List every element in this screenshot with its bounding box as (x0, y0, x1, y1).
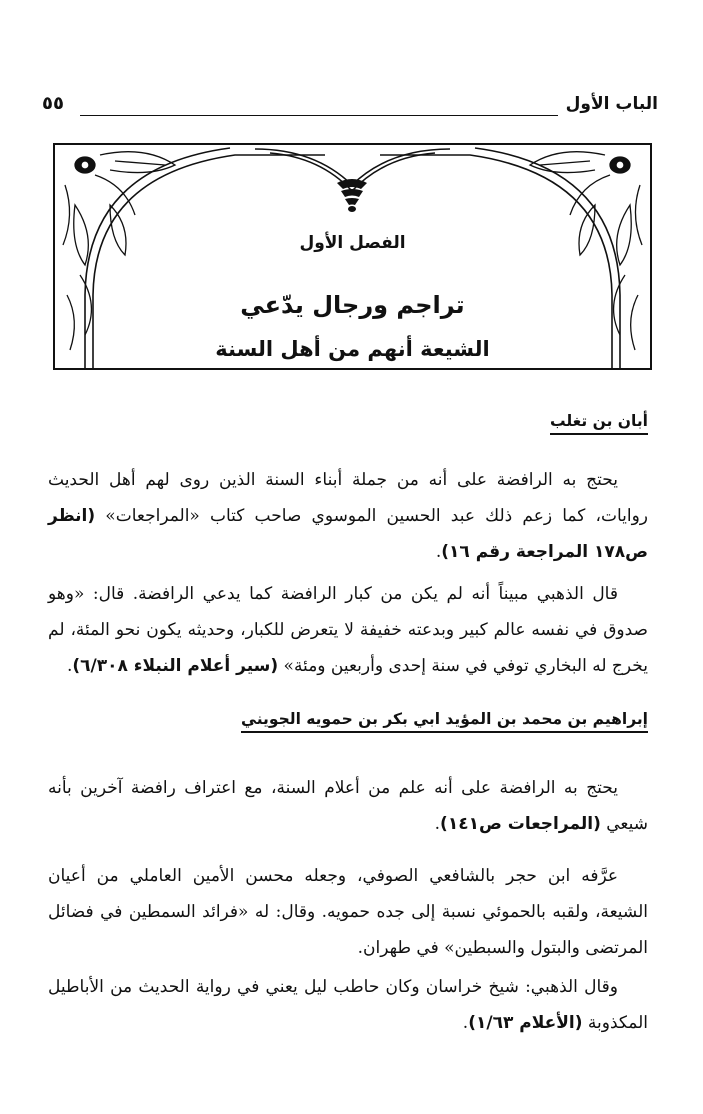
running-head (42, 90, 658, 120)
citation: (الأعلام ١/٦٣) (468, 1013, 583, 1033)
paragraph-ibrahim-1: يحتج به الرافضة على أنه علم من أعلام السنة، مع اعتراف رافضة آخرين بأنه شيعي (المراجعات ص١٤١). (48, 778, 648, 834)
paragraph-ibrahim-3: وقال الذهبي: شيخ خراسان وكان حاطب ليل يعني في رواية الحديث من الأباطيل المكذوبة (الأعلام ١/٦٣). (48, 977, 648, 1033)
paragraph-text: عرَّفه ابن حجر بالشافعي الصوفي، وجعله محسن الأمين العاملي من أعيان الشيعة، ولقبه بالحموئي نسبة إلى جده حمويه. وقال: له «فرائد السمطين في فضائل المرتضى والبتول والسبطين» في طهران. (48, 866, 648, 958)
page-number: ٥٥ (42, 93, 64, 114)
paragraph-ibrahim-2 (48, 858, 648, 966)
paragraph-text: يحتج به الرافضة على أنه علم من أعلام السنة، مع اعتراف رافضة آخرين بأنه شيعي (48, 778, 648, 834)
chapter-title-frame (53, 143, 652, 370)
citation: (انظر ص١٧٨ المراجعة رقم ١٦) (48, 506, 648, 562)
citation: (المراجعات ص١٤١) (440, 814, 601, 834)
chapter-label: الفصل الأول (299, 233, 406, 253)
chapter-title-line-1: تراجم ورجال يدّعي (240, 291, 465, 319)
running-head-rule (80, 115, 558, 116)
citation: (سير أعلام النبلاء ٦/٣٠٨) (72, 656, 279, 676)
section-heading-aban: أبان بن تغلب (550, 412, 648, 435)
section-heading-ibrahim: إبراهيم بن محمد بن المؤيد ابي بكر بن حمويه الجويني (241, 710, 648, 733)
ornament-frame-graphic (55, 145, 650, 368)
center-pendant-ornament (337, 179, 367, 212)
running-head-chapter: الباب الأول (565, 94, 658, 114)
paragraph-aban-1: يحتج به الرافضة على أنه من جملة أبناء السنة الذين روى لهم أهل الحديث روايات، كما زعم ذلك عبد الحسين الموسوي صاحب كتاب «المراجعات» (انظر ص١٧٨ المراجعة رقم ١٦). (48, 470, 649, 562)
paragraph-text: يحتج به الرافضة على أنه من جملة أبناء السنة الذين روى لهم أهل الحديث روايات، كما زعم ذلك عبد الحسين الموسوي صاحب كتاب «المراجعات» (48, 470, 649, 526)
chapter-title-line-2: الشيعة أنهم من أهل السنة (215, 337, 490, 361)
paragraph-aban-2: قال الذهبي مبيناً أنه لم يكن من كبار الرافضة كما يدعي الرافضة. قال: «وهو صدوق في نفسه عالم كبير وبدعته خفيفة لا يتعرض للكبار، وحديثه يكون نحو المئة، لم يخرج له البخاري توفي في سنة إحدى وأربعين ومئة» (سير أعلام النبلاء ٦/٣٠٨). (48, 584, 648, 676)
paragraph-text: قال الذهبي مبيناً أنه لم يكن من كبار الرافضة كما يدعي الرافضة. قال: «وهو صدوق في نفسه عالم كبير وبدعته خفيفة لا يتعرض للكبار، وحديثه يكون نحو المئة، لم يخرج له البخاري توفي في سنة إحدى وأربعين ومئة» (48, 584, 648, 676)
paragraph-text: وقال الذهبي: شيخ خراسان وكان حاطب ليل يعني في رواية الحديث من الأباطيل المكذوبة (48, 977, 648, 1033)
